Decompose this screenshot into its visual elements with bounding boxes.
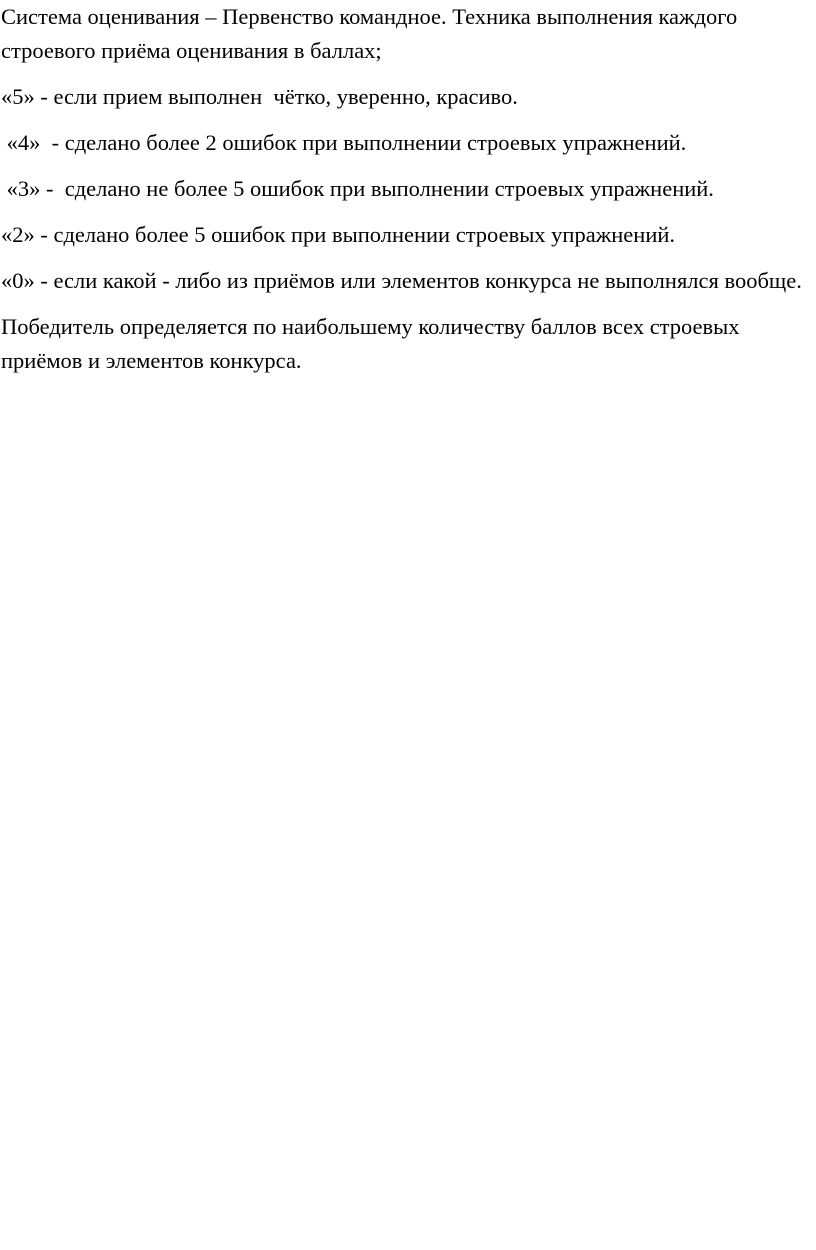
document-body xyxy=(1,0,811,390)
intro-paragraph: Система оценивания – Первенство командное. Техника выполнения каждого строевого приёма оценивания в баллах; xyxy=(1,4,743,63)
winner-paragraph: Победитель определяется по наибольшему количеству баллов всех строевых приёмов и элементов конкурса. xyxy=(1,314,746,373)
score-0-paragraph: «0» - если какой - либо из приёмов или элементов конкурса не выполнялся вообще. xyxy=(1,268,802,293)
score-5-paragraph: «5» - если прием выполнен чётко, уверенно, красиво. xyxy=(1,84,518,109)
score-2-paragraph: «2» - сделано более 5 ошибок при выполнении строевых упражнений. xyxy=(1,222,676,247)
score-3-paragraph: «3» - сделано не более 5 ошибок при выполнении строевых упражнений. xyxy=(1,176,714,201)
score-4-paragraph: «4» - сделано более 2 ошибок при выполнении строевых упражнений. xyxy=(1,130,687,155)
